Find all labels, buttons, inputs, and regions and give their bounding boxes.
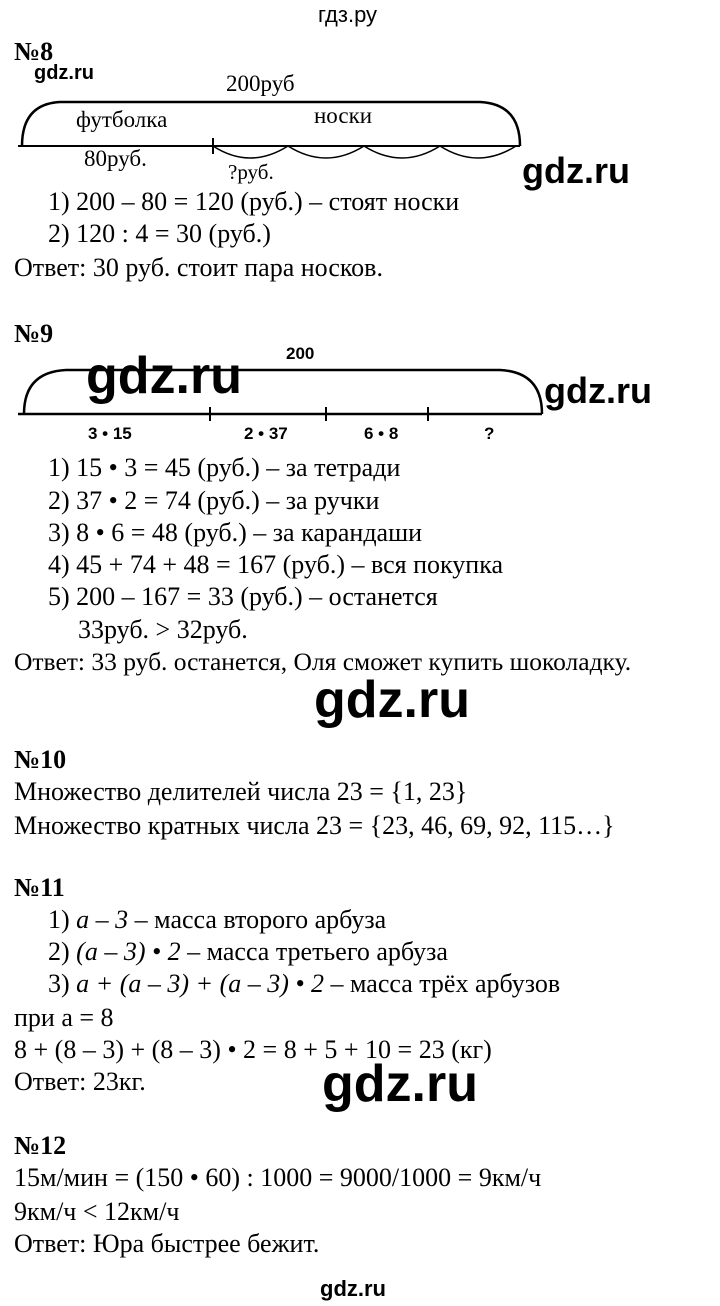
watermark: gdz.ru xyxy=(86,347,242,405)
task9-segment-2: 2 • 37 xyxy=(244,424,288,443)
task9-number: №9 xyxy=(14,319,54,348)
task9-step-1: 1) 15 • 3 = 45 (руб.) – за тетради xyxy=(48,453,401,482)
task8-step-2: 2) 120 : 4 = 30 (руб.) xyxy=(48,219,271,248)
task11-step-3: 3) a + (a – 3) + (a – 3) • 2 – масса трёх арбузов xyxy=(48,969,561,998)
task11-step-1: 1) a – 3 – масса второго арбуза xyxy=(48,905,387,934)
task9-step-5: 5) 200 – 167 = 33 (руб.) – останется xyxy=(48,582,438,611)
task9-step-4: 4) 45 + 74 + 48 = 167 (руб.) – вся покупка xyxy=(48,550,503,579)
watermark: gdz.ru xyxy=(322,1055,478,1113)
task10-line-1: Множество делителей числа 23 = {1, 23} xyxy=(14,777,468,806)
task12-number: №12 xyxy=(14,1131,67,1160)
task12-line-2: 9км/ч < 12км/ч xyxy=(14,1197,180,1226)
task8-step-1: 1) 200 – 80 = 120 (руб.) – стоят носки xyxy=(48,187,460,216)
task8-right-label: носки xyxy=(314,103,373,128)
task8-total-label: 200руб xyxy=(226,71,295,96)
watermark: gdz.ru xyxy=(314,671,470,729)
task10-line-2: Множество кратных числа 23 = {23, 46, 69, 92, 115…} xyxy=(14,811,615,840)
task11-answer: Ответ: 23кг. xyxy=(14,1067,146,1096)
task11-when: при a = 8 xyxy=(14,1003,114,1032)
task11-step-2: 2) (a – 3) • 2 – масса третьего арбуза xyxy=(48,937,448,966)
watermark: gdz.ru xyxy=(522,150,630,191)
watermark: gdz.ru xyxy=(544,370,652,411)
task9-step-3: 3) 8 • 6 = 48 (руб.) – за карандаши xyxy=(48,518,423,547)
task9-segment-4: ? xyxy=(484,424,495,443)
task12-line-1: 15м/мин = (150 • 60) : 1000 = 9000/1000 = 9км/ч xyxy=(14,1163,542,1192)
task9-total-brace xyxy=(24,370,542,414)
task9-answer: Ответ: 33 руб. останется, Оля сможет купить шоколадку. xyxy=(14,647,632,676)
task8-number: №8 xyxy=(14,37,54,66)
task8-left-value: 80руб. xyxy=(84,146,147,171)
task9-comparison: 33руб. > 32руб. xyxy=(78,615,248,644)
task8-unknown: ?руб. xyxy=(228,160,274,184)
task9-segment-1: 3 • 15 xyxy=(88,424,132,443)
site-header: гдз.ру xyxy=(318,2,378,27)
watermark: gdz.ru xyxy=(320,1276,386,1301)
task11-number: №11 xyxy=(14,873,65,902)
task9-total-label: 200 xyxy=(286,344,315,363)
task9-segment-3: 6 • 8 xyxy=(364,424,399,443)
task12-answer: Ответ: Юра быстрее бежит. xyxy=(14,1229,320,1258)
task8-left-label: футболка xyxy=(76,107,168,132)
task8-answer: Ответ: 30 руб. стоит пара носков. xyxy=(14,253,383,282)
watermark: gdz.ru xyxy=(34,62,94,84)
task11-calc: 8 + (8 – 3) + (8 – 3) • 2 = 8 + 5 + 10 = 23 (кг) xyxy=(14,1035,492,1064)
task10-number: №10 xyxy=(14,745,67,774)
task9-step-2: 2) 37 • 2 = 74 (руб.) – за ручки xyxy=(48,486,380,515)
